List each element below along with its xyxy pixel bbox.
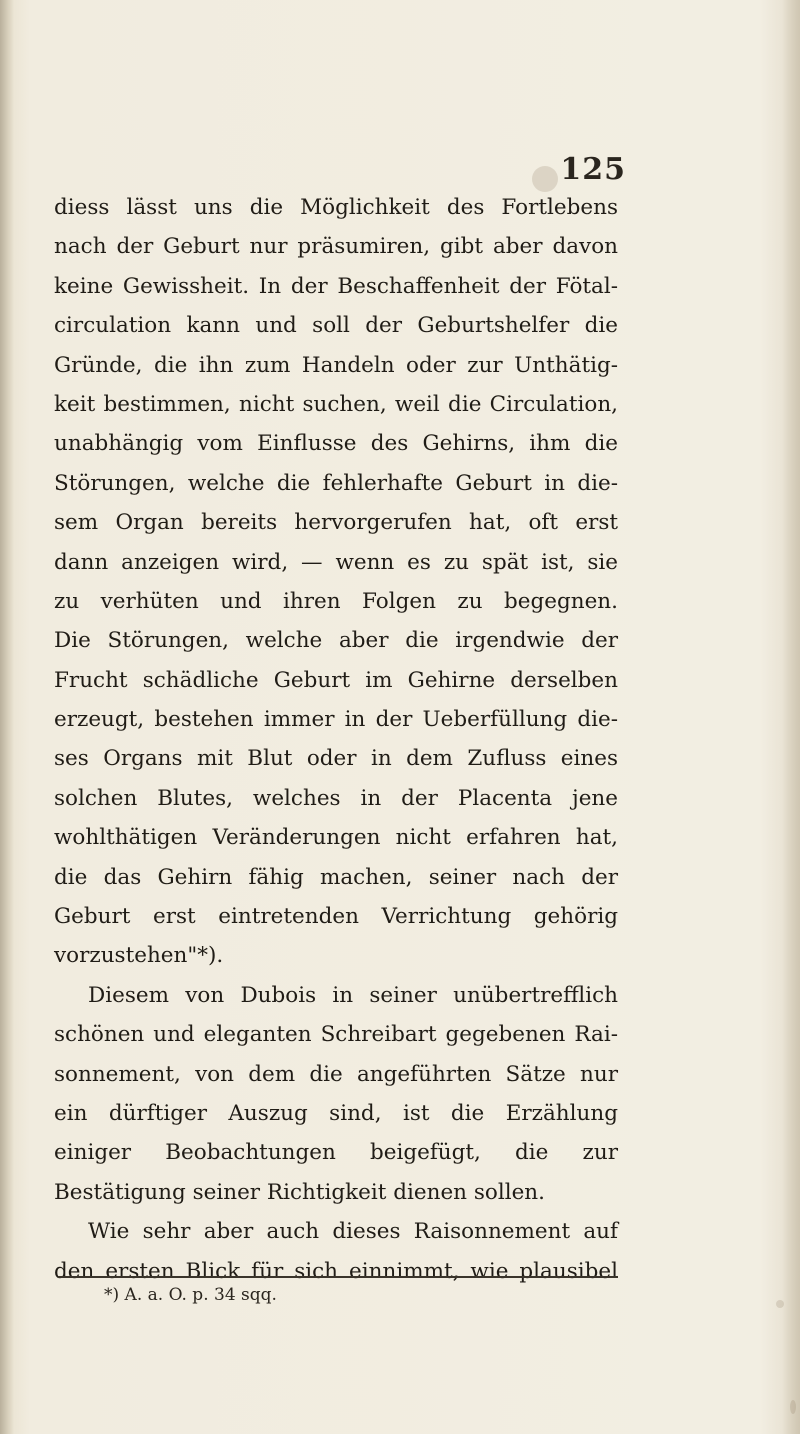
text-line: sem Organ bereits hervorgerufen hat, oft erst [54,510,618,536]
text-line: Störungen, welche die fehlerhafte Geburt in die- [54,470,618,496]
text-line: circulation kann und soll der Geburtshelfer die [54,313,618,339]
text-line: Frucht schädliche Geburt im Gehirne derselben [54,667,618,693]
text-line: Bestätigung seiner Richtigkeit dienen sollen. [54,1179,545,1205]
text-line: den ersten Blick für sich einnimmt, wie plausibel [54,1258,618,1284]
text-line: dann anzeigen wird, — wenn es zu spät ist, sie [54,549,618,575]
text-line: Wie sehr aber auch dieses Raisonnement auf [88,1219,618,1245]
text-line: diess lässt uns die Möglichkeit des Fortlebens [54,195,618,220]
text-line: Diesem von Dubois in seiner unübertrefflich [88,982,618,1008]
text-line: solchen Blutes, welches in der Placenta jene [54,785,618,811]
paper-stain [790,1400,796,1414]
text-line: Gründe, die ihn zum Handeln oder zur Unthätig- [54,352,618,378]
page-binding-edge [0,0,14,1434]
text-line: ein dürftiger Auszug sind, ist die Erzählung [54,1100,618,1126]
text-line: nach der Geburt nur präsumiren, gibt aber davon [54,234,618,260]
text-line: einiger Beobachtungen beigefügt, die zur [54,1140,618,1166]
text-line: ses Organs mit Blut oder in dem Zufluss eines [54,746,618,772]
page-right-edge [782,0,800,1434]
page-number: 125 [560,152,626,187]
body-text [54,188,618,1291]
text-line: Die Störungen, welche aber die irgendwie der [54,628,618,654]
footnote-rule [58,1276,618,1278]
text-line: Geburt erst eintretenden Verrichtung gehörig [54,904,618,930]
text-line: unabhängig vom Einflusse des Gehirns, ihm die [54,431,618,457]
text-line: erzeugt, bestehen immer in der Ueberfüllung die- [54,707,618,733]
footnote: *) A. a. O. p. 34 sqq. [104,1285,277,1305]
text-line: zu verhüten und ihren Folgen zu begegnen. [54,588,618,614]
paper-stain [776,1300,784,1308]
text-line: keine Gewissheit. In der Beschaffenheit der Fötal- [54,273,618,299]
text-line: schönen und eleganten Schreibart gegebenen Rai- [54,1022,618,1048]
text-line: sonnement, von dem die angeführten Sätze nur [54,1061,618,1087]
text-line: keit bestimmen, nicht suchen, weil die Circulation, [54,391,618,417]
text-line: wohlthätigen Veränderungen nicht erfahren hat, [54,825,618,851]
text-line: die das Gehirn fähig machen, seiner nach der [54,864,618,890]
text-line: vorzustehen"*). [54,943,224,969]
